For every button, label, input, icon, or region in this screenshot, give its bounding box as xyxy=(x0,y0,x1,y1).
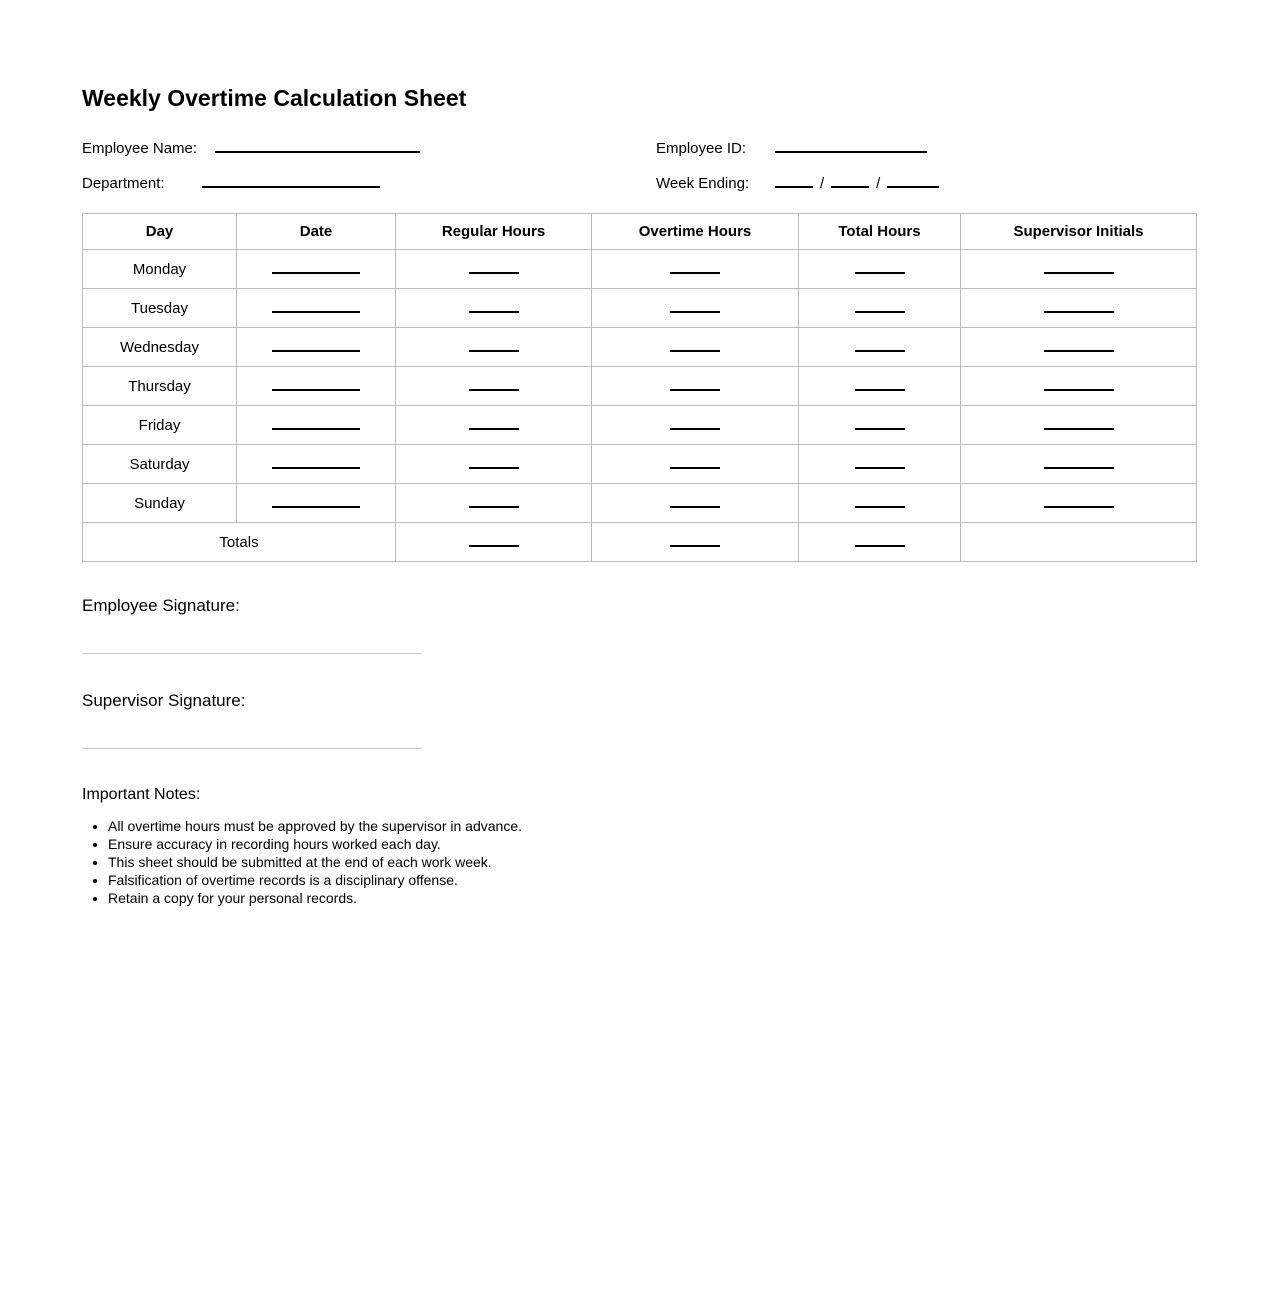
overtime-hours-blank xyxy=(670,377,720,391)
overtime-hours-blank xyxy=(670,416,720,430)
date-cell xyxy=(237,250,396,289)
regular-hours-cell xyxy=(396,328,592,367)
header-form-left-column xyxy=(82,138,656,208)
supervisor-initials-blank xyxy=(1044,299,1114,313)
week-ending-separator-2: / xyxy=(876,175,881,192)
table-row-sunday xyxy=(83,484,1197,523)
week-ending-row xyxy=(656,173,1196,192)
date-blank xyxy=(272,416,360,430)
week-ending-blank-3 xyxy=(887,173,939,188)
total-hours-cell xyxy=(799,406,961,445)
total-hours-blank xyxy=(855,260,905,274)
employee-name-row xyxy=(82,138,656,157)
date-cell xyxy=(237,406,396,445)
regular-hours-blank xyxy=(469,455,519,469)
total-hours-blank xyxy=(855,299,905,313)
overtime-table xyxy=(82,213,1197,562)
employee-id-label: Employee ID: xyxy=(656,140,747,157)
regular-hours-cell xyxy=(396,289,592,328)
day-cell: Thursday xyxy=(83,367,237,406)
column-header-date: Date xyxy=(237,214,396,250)
column-header-day: Day xyxy=(83,214,237,250)
supervisor-initials-cell xyxy=(961,445,1197,484)
total-hours-blank xyxy=(855,494,905,508)
column-header-regular-hours: Regular Hours xyxy=(396,214,592,250)
total-hours-cell xyxy=(799,484,961,523)
supervisor-signature-label: Supervisor Signature: xyxy=(82,691,246,710)
total-hours-cell xyxy=(799,250,961,289)
totals-regular-hours-blank xyxy=(469,533,519,547)
regular-hours-cell xyxy=(396,367,592,406)
page-title: Weekly Overtime Calculation Sheet xyxy=(82,85,467,111)
employee-signature-line xyxy=(82,653,422,654)
note-item: • This sheet should be submitted at the end of each work week. xyxy=(108,853,1196,871)
notes-section xyxy=(82,785,1196,907)
supervisor-initials-cell xyxy=(961,328,1197,367)
day-cell: Monday xyxy=(83,250,237,289)
supervisor-initials-blank xyxy=(1044,494,1114,508)
date-cell xyxy=(237,289,396,328)
date-cell xyxy=(237,328,396,367)
employee-name-blank xyxy=(215,138,420,153)
totals-total-hours-cell xyxy=(799,523,961,562)
header-form-right-column xyxy=(656,138,1196,208)
note-item: • Ensure accuracy in recording hours worked each day. xyxy=(108,835,1196,853)
supervisor-initials-cell xyxy=(961,406,1197,445)
table-row-tuesday xyxy=(83,289,1197,328)
week-ending-blank-2 xyxy=(831,173,869,188)
supervisor-initials-cell xyxy=(961,289,1197,328)
day-cell: Sunday xyxy=(83,484,237,523)
notes-heading: Important Notes: xyxy=(82,786,201,803)
supervisor-initials-blank xyxy=(1044,455,1114,469)
employee-name-label: Employee Name: xyxy=(82,140,198,157)
overtime-hours-cell xyxy=(592,445,799,484)
regular-hours-blank xyxy=(469,338,519,352)
table-header-row xyxy=(83,214,1197,250)
regular-hours-blank xyxy=(469,377,519,391)
supervisor-signature-block xyxy=(82,691,1196,749)
supervisor-initials-blank xyxy=(1044,416,1114,430)
employee-signature-label: Employee Signature: xyxy=(82,596,240,615)
regular-hours-blank xyxy=(469,494,519,508)
regular-hours-cell xyxy=(396,484,592,523)
supervisor-initials-cell xyxy=(961,367,1197,406)
supervisor-initials-cell xyxy=(961,484,1197,523)
day-cell: Saturday xyxy=(83,445,237,484)
notes-list xyxy=(82,817,1196,907)
date-cell xyxy=(237,484,396,523)
totals-supervisor-initials-cell xyxy=(961,523,1197,562)
regular-hours-blank xyxy=(469,299,519,313)
total-hours-cell xyxy=(799,328,961,367)
note-item: • Falsification of overtime records is a disciplinary offense. xyxy=(108,871,1196,889)
overtime-hours-cell xyxy=(592,406,799,445)
date-blank xyxy=(272,494,360,508)
department-label: Department: xyxy=(82,175,165,192)
total-hours-cell xyxy=(799,367,961,406)
note-item: • Retain a copy for your personal records. xyxy=(108,889,1196,907)
overtime-hours-blank xyxy=(670,260,720,274)
column-header-overtime-hours: Overtime Hours xyxy=(592,214,799,250)
employee-id-blank xyxy=(775,138,927,153)
totals-overtime-hours-cell xyxy=(592,523,799,562)
totals-regular-hours-cell xyxy=(396,523,592,562)
day-cell: Wednesday xyxy=(83,328,237,367)
total-hours-blank xyxy=(855,377,905,391)
table-row-monday xyxy=(83,250,1197,289)
day-cell: Tuesday xyxy=(83,289,237,328)
supervisor-initials-blank xyxy=(1044,260,1114,274)
overtime-hours-cell xyxy=(592,484,799,523)
totals-total-hours-blank xyxy=(855,533,905,547)
column-header-supervisor-initials: Supervisor Initials xyxy=(961,214,1197,250)
total-hours-blank xyxy=(855,455,905,469)
overtime-hours-cell xyxy=(592,289,799,328)
department-row xyxy=(82,173,656,192)
totals-overtime-hours-blank xyxy=(670,533,720,547)
overtime-hours-cell xyxy=(592,328,799,367)
overtime-hours-blank xyxy=(670,455,720,469)
note-item: • All overtime hours must be approved by the supervisor in advance. xyxy=(108,817,1196,835)
table-row-wednesday xyxy=(83,328,1197,367)
date-blank xyxy=(272,338,360,352)
total-hours-cell xyxy=(799,445,961,484)
day-cell: Friday xyxy=(83,406,237,445)
table-row-friday xyxy=(83,406,1197,445)
regular-hours-cell xyxy=(396,406,592,445)
overtime-hours-blank xyxy=(670,494,720,508)
overtime-hours-blank xyxy=(670,338,720,352)
regular-hours-blank xyxy=(469,416,519,430)
date-cell xyxy=(237,367,396,406)
signature-section xyxy=(82,596,1196,749)
date-cell xyxy=(237,445,396,484)
overtime-hours-blank xyxy=(670,299,720,313)
table-row-saturday xyxy=(83,445,1197,484)
table-row-thursday xyxy=(83,367,1197,406)
week-ending-blank-1 xyxy=(775,173,813,188)
overtime-hours-cell xyxy=(592,367,799,406)
date-blank xyxy=(272,260,360,274)
department-blank xyxy=(202,173,380,188)
supervisor-initials-blank xyxy=(1044,377,1114,391)
date-blank xyxy=(272,455,360,469)
supervisor-initials-cell xyxy=(961,250,1197,289)
regular-hours-cell xyxy=(396,250,592,289)
total-hours-cell xyxy=(799,289,961,328)
date-blank xyxy=(272,299,360,313)
employee-signature-block xyxy=(82,596,1196,654)
header-form xyxy=(82,138,1196,208)
column-header-total-hours: Total Hours xyxy=(799,214,961,250)
total-hours-blank xyxy=(855,416,905,430)
regular-hours-blank xyxy=(469,260,519,274)
total-hours-blank xyxy=(855,338,905,352)
week-ending-label: Week Ending: xyxy=(656,175,750,192)
date-blank xyxy=(272,377,360,391)
totals-label: Totals xyxy=(83,523,396,562)
table-row-totals xyxy=(83,523,1197,562)
overtime-hours-cell xyxy=(592,250,799,289)
supervisor-initials-blank xyxy=(1044,338,1114,352)
employee-id-row xyxy=(656,138,1196,157)
regular-hours-cell xyxy=(396,445,592,484)
supervisor-signature-line xyxy=(82,748,422,749)
week-ending-separator-1: / xyxy=(820,175,825,192)
